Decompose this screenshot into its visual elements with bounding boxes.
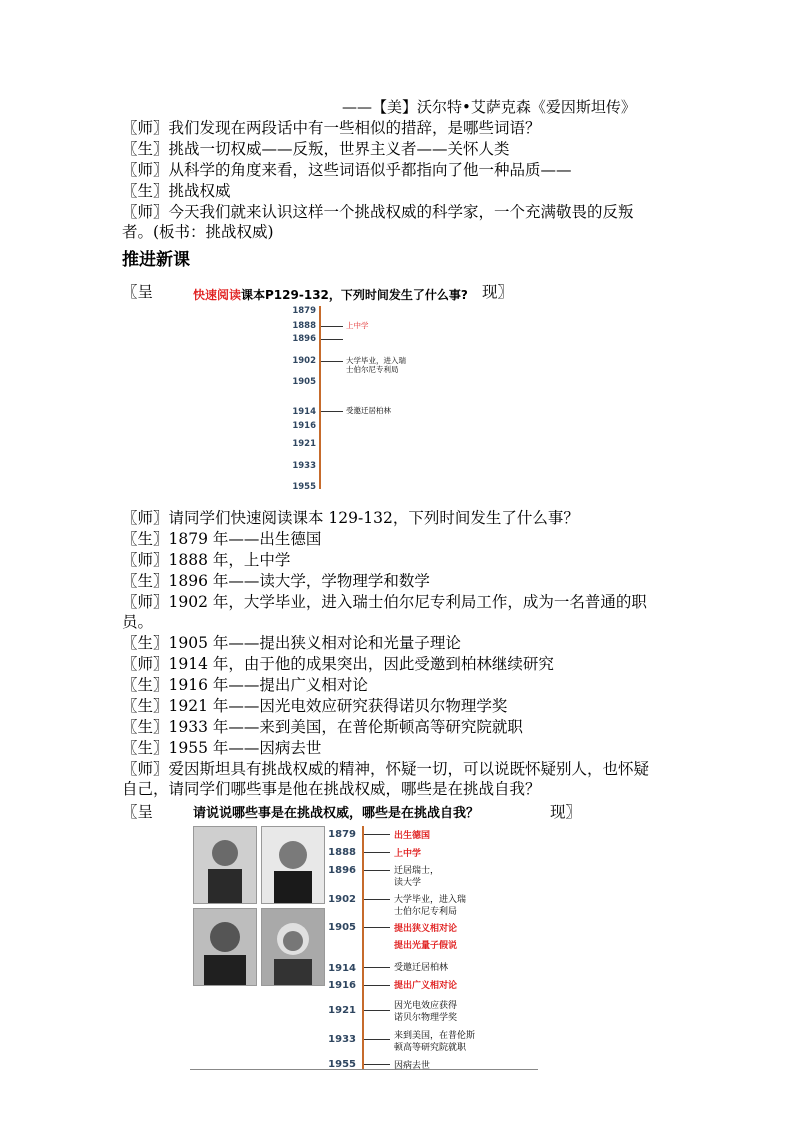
- event-tick: [364, 834, 390, 835]
- photo-icon: [193, 826, 257, 904]
- year-label: 1921: [328, 1005, 356, 1016]
- year-label: 1916: [328, 980, 356, 991]
- dialogue-line: 者。(板书：挑战权威): [122, 223, 274, 241]
- dialogue-line: 〖师〗1914 年，由于他的成果突出，因此受邀到柏林继续研究: [122, 655, 554, 673]
- baseline: [190, 1069, 538, 1070]
- year-label: 1896: [292, 334, 316, 344]
- dialogue-line: 〖师〗1902 年，大学毕业，进入瑞士伯尔尼专利局工作，成为一名普通的职: [122, 593, 647, 611]
- event-label: 受邀迁居柏林: [346, 406, 391, 415]
- event-label: 迁居瑞士，: [394, 866, 440, 876]
- event-tick: [364, 927, 390, 928]
- dialogue-line: 〖师〗从科学的角度来看，这些词语似乎都指向了他一种品质——: [122, 161, 572, 179]
- bracket-left: 〖呈: [122, 283, 154, 301]
- event-label: 士伯尔尼专利局: [346, 365, 399, 374]
- figure-title: 请说说哪些事是在挑战权威，哪些是在挑战自我？: [193, 806, 480, 821]
- dialogue-line: 员。: [122, 613, 154, 631]
- event-label: 提出广义相对论: [394, 981, 458, 991]
- dialogue-line: 〖生〗1933 年——来到美国，在普伦斯顿高等研究院就职: [122, 718, 523, 736]
- event-label: 大学毕业，进入瑞: [394, 895, 467, 905]
- year-label: 1955: [328, 1059, 356, 1070]
- dialogue-line: 〖生〗1879 年——出生德国: [122, 530, 322, 548]
- event-label: 大学毕业，进入瑞: [346, 356, 406, 365]
- event-label: 读大学: [394, 878, 422, 888]
- year-label: 1933: [292, 461, 316, 471]
- year-label: 1905: [328, 922, 356, 933]
- event-tick: [364, 899, 390, 900]
- year-label: 1921: [292, 439, 316, 449]
- event-tick: [321, 361, 343, 362]
- bracket-right: 现〗: [482, 283, 514, 301]
- event-tick: [321, 411, 343, 412]
- event-label: 士伯尔尼专利局: [394, 907, 458, 917]
- timeline-axis: [319, 306, 321, 489]
- dialogue-line: 〖师〗今天我们就来认识这样一个挑战权威的科学家，一个充满敬畏的反叛: [122, 203, 634, 221]
- bracket-right: 现〗: [550, 803, 582, 821]
- dialogue-line: 〖生〗1916 年——提出广义相对论: [122, 676, 368, 694]
- event-tick: [364, 985, 390, 986]
- dialogue-line: 自己，请同学们哪些事是他在挑战权威，哪些是在挑战自我？: [122, 780, 541, 798]
- event-label: 因病去世: [394, 1061, 431, 1071]
- event-tick: [321, 326, 343, 327]
- dialogue-line: 〖生〗1921 年——因光电效应研究获得诺贝尔物理学奖: [122, 697, 508, 715]
- figure-title: [193, 286, 468, 303]
- event-label: 受邀迁居柏林: [394, 963, 449, 973]
- event-label: 因光电效应获得: [394, 1001, 458, 1011]
- attribution: ——【美】沃尔特•艾萨克森《爱因斯坦传》: [342, 98, 636, 116]
- event-tick: [364, 1010, 390, 1011]
- event-tick: [364, 1064, 390, 1065]
- dialogue-line: 〖生〗1896 年——读大学，学物理学和数学: [122, 572, 430, 590]
- event-label: 提出狭义相对论: [394, 924, 458, 934]
- photo-icon: [261, 908, 325, 986]
- year-label: 1905: [292, 377, 316, 387]
- year-label: 1955: [292, 482, 316, 492]
- dialogue-line: 〖生〗挑战权威: [122, 182, 231, 200]
- bracket-left: 〖呈: [122, 803, 154, 821]
- year-label: 1888: [328, 847, 356, 858]
- dialogue-line: 〖师〗1888 年，上中学: [122, 551, 291, 569]
- event-label: 出生德国: [394, 831, 431, 841]
- dialogue-line: 〖师〗爱因斯坦具有挑战权威的精神，怀疑一切，可以说既怀疑别人，也怀疑: [122, 760, 650, 778]
- event-tick: [364, 870, 390, 871]
- event-label: 诺贝尔物理学奖: [394, 1013, 458, 1023]
- figure-title-rest: 课本P129-132，下列时间发生了什么事?: [241, 288, 468, 302]
- dialogue-line: 〖师〗请同学们快速阅读课本 129-132，下列时间发生了什么事？: [122, 509, 579, 527]
- dialogue-line: 〖生〗1905 年——提出狭义相对论和光量子理论: [122, 634, 461, 652]
- dialogue-line: 〖师〗我们发现在两段话中有一些相似的措辞，是哪些词语？: [122, 119, 541, 137]
- dialogue-line: 〖生〗挑战一切权威——反叛，世界主义者——关怀人类: [122, 140, 510, 158]
- year-label: 1896: [328, 865, 356, 876]
- event-label: 顿高等研究院就职: [394, 1043, 467, 1053]
- event-tick: [364, 967, 390, 968]
- event-label: 上中学: [346, 321, 369, 330]
- year-label: 1916: [292, 421, 316, 431]
- photo-icon: [261, 826, 325, 904]
- year-label: 1933: [328, 1034, 356, 1045]
- event-tick: [364, 852, 390, 853]
- year-label: 1914: [292, 407, 316, 417]
- event-label: 来到美国，在普伦斯: [394, 1031, 476, 1041]
- event-tick: [364, 1039, 390, 1040]
- section-heading: 推进新课: [122, 250, 190, 270]
- year-label: 1879: [328, 829, 356, 840]
- photo-icon: [193, 908, 257, 986]
- event-label: 上中学: [394, 849, 422, 859]
- year-label: 1879: [292, 306, 316, 316]
- event-label: 提出光量子假说: [394, 941, 458, 951]
- timeline-axis: [362, 826, 364, 1070]
- dialogue-line: 〖生〗1955 年——因病去世: [122, 739, 322, 757]
- event-tick: [321, 339, 343, 340]
- figure-title-red: 快速阅读: [193, 288, 242, 302]
- year-label: 1888: [292, 321, 316, 331]
- year-label: 1914: [328, 963, 356, 974]
- year-label: 1902: [292, 356, 316, 366]
- year-label: 1902: [328, 894, 356, 905]
